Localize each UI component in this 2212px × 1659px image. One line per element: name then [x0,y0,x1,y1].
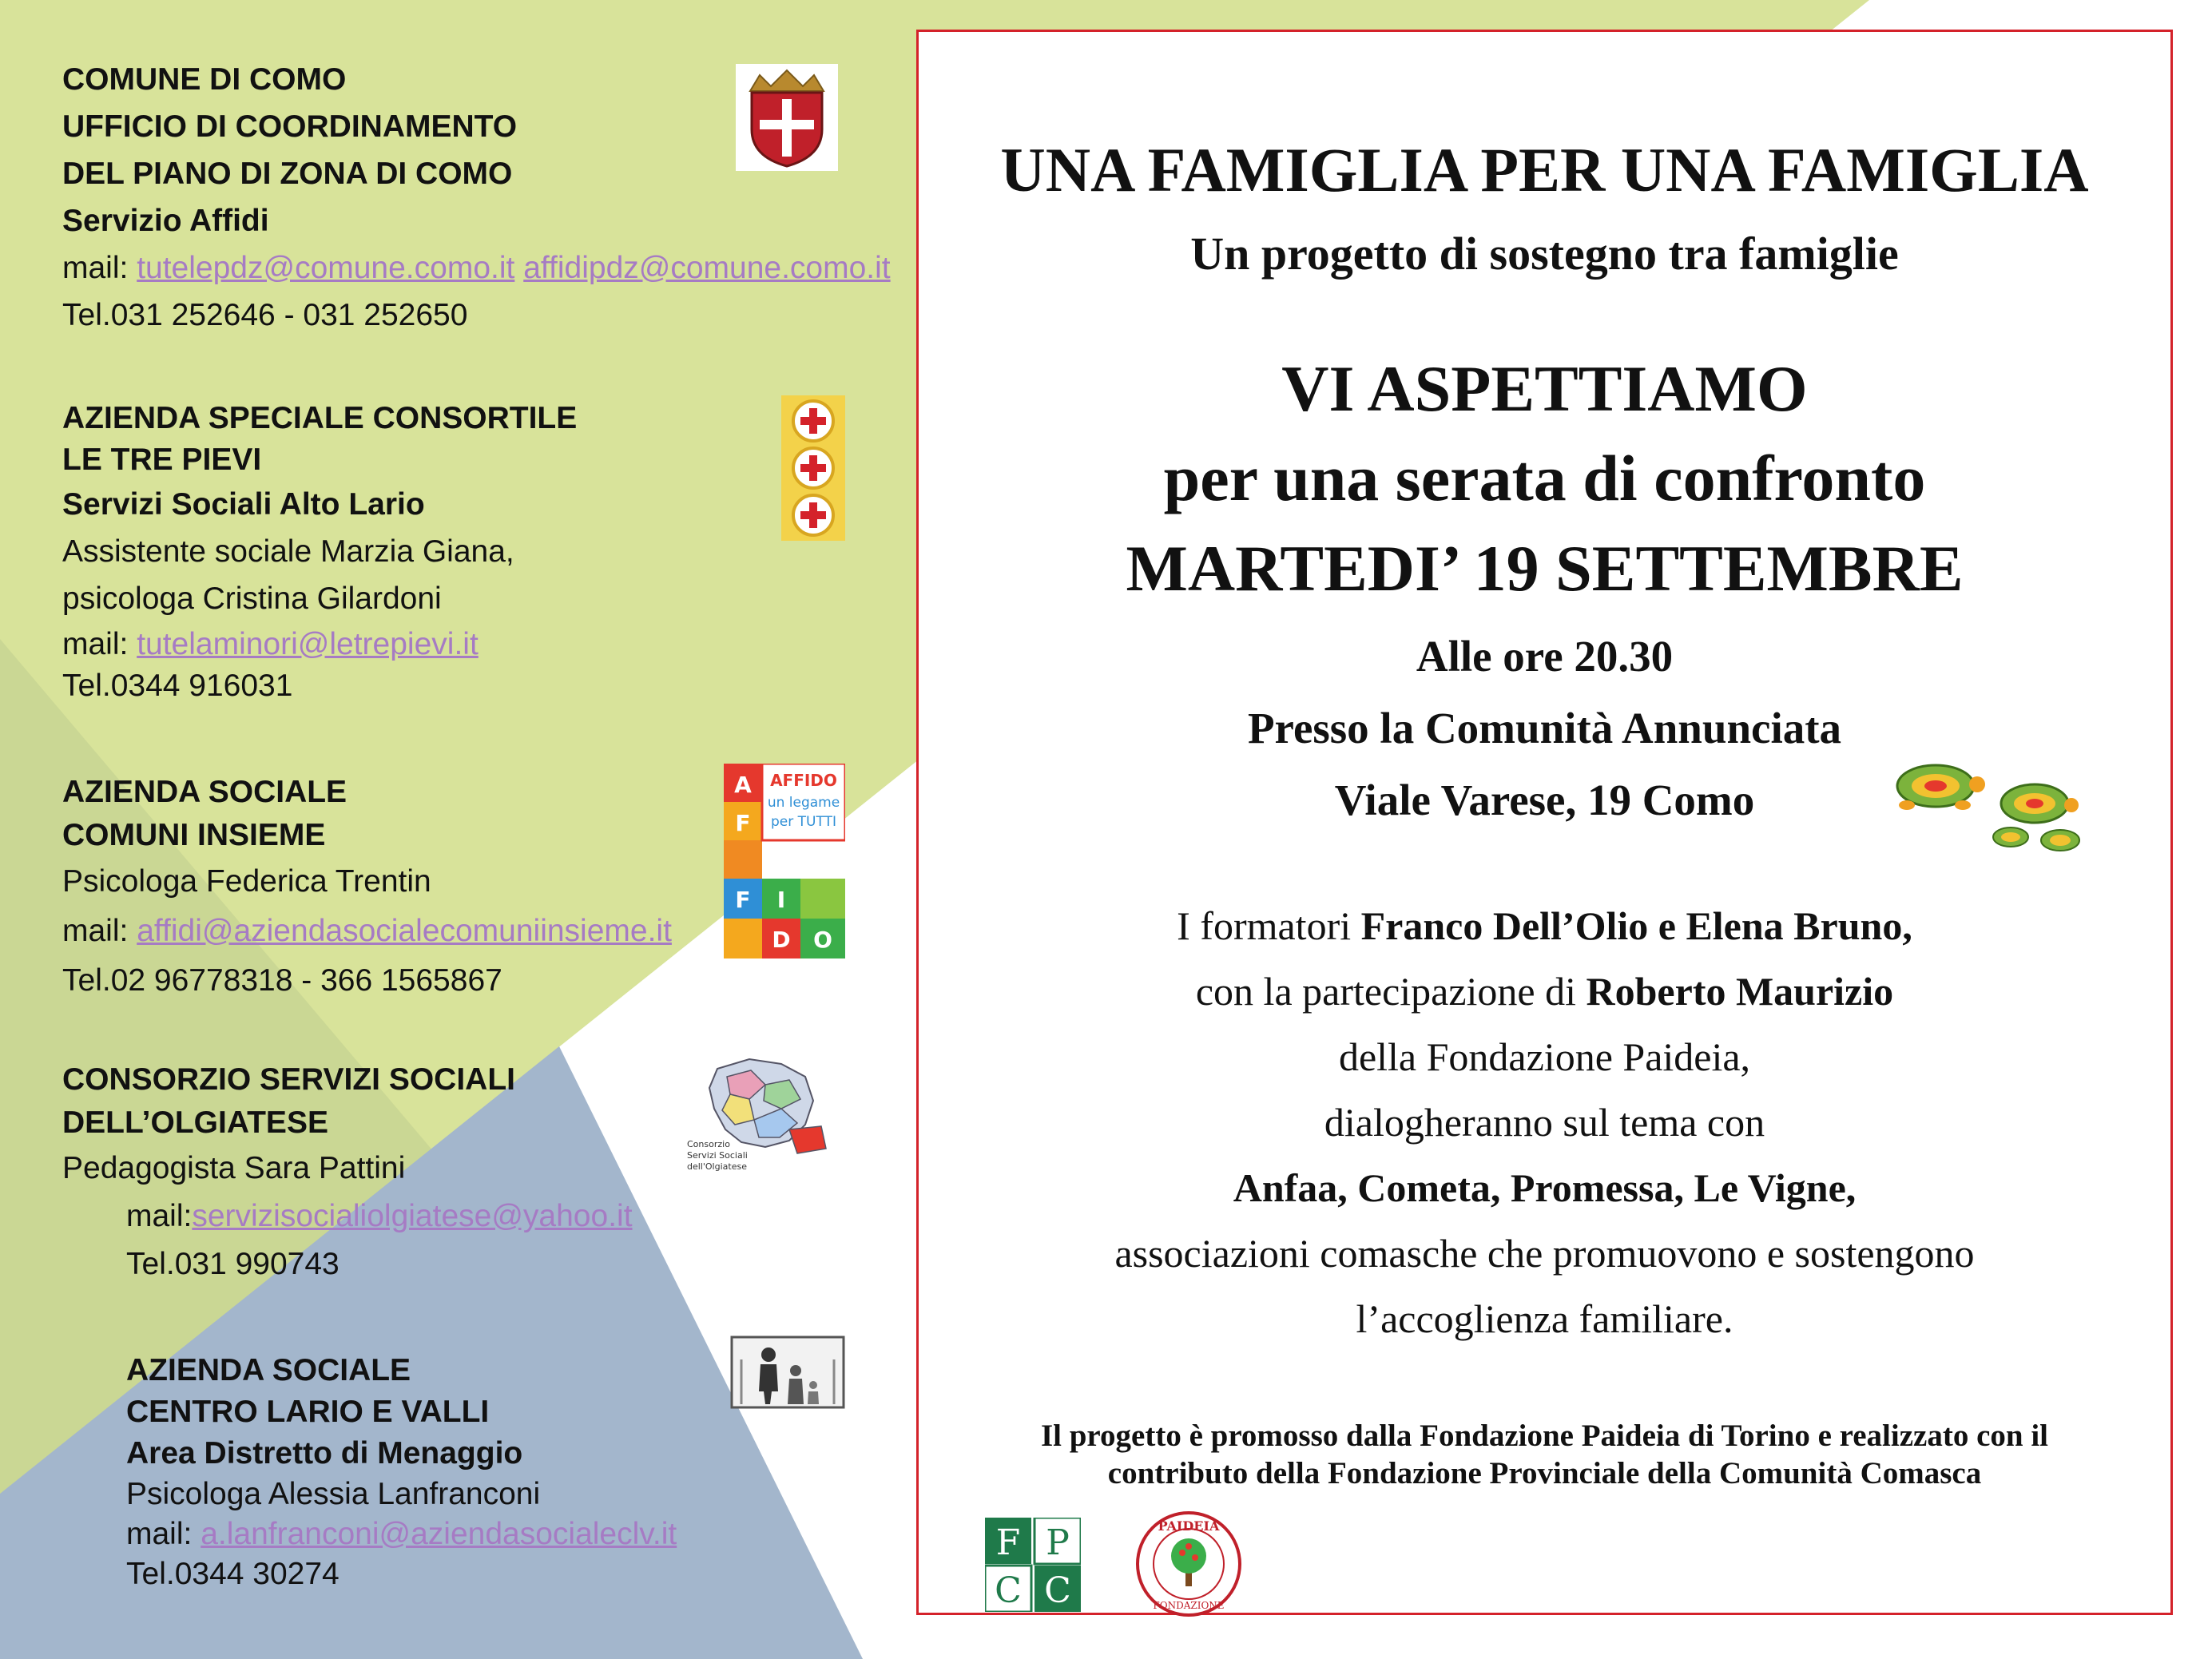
formatori-line [919,903,2170,949]
svg-text:D: D [772,927,791,953]
dialogo-line: dialogheranno sul tema con [1324,1100,1765,1145]
formatori-names: Franco Dell’Olio e Elena Bruno, [1360,903,1912,948]
event-invite-line2: per una serata di confronto [1163,442,1926,514]
svg-text:F: F [735,810,751,836]
tre-pievi-red-cross-icon [781,395,845,541]
org-comuni-insieme [62,771,672,1006]
footer-line2: contributo della Fondazione Provinciale della Comunità Comasca [1107,1456,1982,1490]
event-title: UNA FAMIGLIA PER UNA FAMIGLIA [1000,135,2089,204]
org-name-line: CENTRO LARIO E VALLI [126,1395,490,1429]
family-figures-logo-icon [730,1336,845,1409]
org-staff: Assistente sociale Marzia Giana, [62,534,514,569]
turtles-illustration-icon [1883,751,2099,863]
affido-puzzle-logo-icon [724,764,845,958]
org-name-line: DEL PIANO DI ZONA DI COMO [62,157,513,191]
event-subtitle: Un progetto di sostegno tra famiglie [1190,228,1899,280]
org-phone: Tel.02 96778318 - 366 1565867 [62,963,502,998]
event-panel [916,30,2173,1615]
org-name-line: AZIENDA SOCIALE [62,775,347,809]
svg-text:per TUTTI: per TUTTI [771,814,836,830]
paideia-fondazione-logo-icon [1133,1508,1245,1620]
svg-text:PAIDEIA: PAIDEIA [1158,1518,1220,1534]
svg-text:P: P [1046,1522,1070,1563]
mail-label: mail: [126,1199,193,1233]
org-tre-pievi [62,398,577,706]
olgiatese-map-logo-icon [685,1053,845,1181]
formatori-intro: I formatori [1177,903,1361,948]
org-name-line: COMUNI INSIEME [62,818,326,852]
email-link-tutelepdz[interactable]: tutelepdz@comune.como.it [137,251,515,285]
org-staff: Psicologa Alessia Lanfranconi [126,1477,541,1511]
mail-label: mail: [62,627,137,661]
org-staff: Pedagogista Sara Pattini [62,1151,406,1185]
svg-text:C: C [995,1570,1022,1611]
email-link-affidipdz[interactable]: affidipdz@comune.como.it [523,251,891,285]
email-link-lanfranconi[interactable]: a.lanfranconi@aziendasocialeclv.it [201,1517,677,1551]
mail-label: mail: [62,251,137,285]
svg-text:C: C [1044,1570,1071,1611]
org-name-line: COMUNE DI COMO [62,62,347,97]
org-mail-line [62,244,891,292]
associazioni-desc: associazioni comasche che promuovono e sostengono [1114,1231,1975,1276]
email-link-tutelaminori[interactable]: tutelaminori@letrepievi.it [137,627,479,661]
event-invite: VI ASPETTIAMO [1281,352,1808,425]
svg-text:Consorzio: Consorzio [687,1139,730,1149]
event-place: Presso la Comunità Annunciata [1247,704,1842,752]
svg-text:FONDAZIONE: FONDAZIONE [1153,1600,1225,1611]
org-name-line: LE TRE PIEVI [62,443,262,477]
svg-text:dell'Olgiatese: dell'Olgiatese [687,1161,747,1172]
associazioni-names: Anfaa, Cometa, Promessa, Le Vigne, [1233,1165,1857,1210]
org-phone: Tel.031 990743 [126,1247,340,1281]
email-link-olgiatese[interactable]: servizisocialiolgiatese@yahoo.it [192,1199,633,1233]
org-mail-line [62,1193,633,1240]
partecipazione-name: Roberto Maurizio [1586,969,1894,1014]
svg-text:A: A [734,772,752,798]
org-olgiatese [62,1058,633,1288]
svg-text:AFFIDO: AFFIDO [770,771,837,790]
event-time: Alle ore 20.30 [1416,632,1674,681]
org-phone: Tel.0344 916031 [62,669,293,703]
svg-text:F: F [995,1522,1021,1563]
svg-text:I: I [776,887,786,913]
event-address: Viale Varese, 19 Como [1334,776,1755,824]
org-name-line: AZIENDA SPECIALE CONSORTILE [62,401,578,435]
org-name-line: UFFICIO DI COORDINAMENTO [62,109,518,144]
fondazione-line: della Fondazione Paideia, [1338,1034,1751,1079]
org-staff: psicologa Cristina Gilardoni [62,581,442,616]
svg-text:Servizi Sociali: Servizi Sociali [687,1150,748,1161]
mail-label: mail: [126,1517,201,1551]
email-link-affidi-comuni-insieme[interactable]: affidi@aziendasocialecomuniinsieme.it [137,914,672,948]
svg-text:un legame: un legame [767,795,840,811]
partecipazione-line [919,968,2170,1014]
org-phone: Tel.0344 30274 [126,1557,340,1591]
org-staff: Psicologa Federica Trentin [62,864,431,899]
mail-label: mail: [62,914,137,948]
org-service: Servizi Sociali Alto Lario [62,487,425,522]
svg-text:F: F [735,887,751,913]
comune-como-coat-of-arms-icon [736,64,838,171]
org-name-line: AZIENDA SOCIALE [126,1353,411,1387]
org-mail-line [126,1514,677,1554]
org-lario-valli [126,1350,677,1594]
fpcc-logo-icon [985,1518,1081,1612]
accoglienza-line: l’accoglienza familiare. [1356,1296,1733,1341]
partecipazione-intro: con la partecipazione di [1195,969,1587,1014]
org-mail-line [62,622,577,666]
org-service: Servizio Affidi [62,204,269,238]
org-name-line: DELL’OLGIATESE [62,1105,328,1140]
svg-text:O: O [813,927,832,953]
org-phone: Tel.031 252646 - 031 252650 [62,298,468,332]
org-name-line: CONSORZIO SERVIZI SOCIALI [62,1062,516,1097]
footer-line1: Il progetto è promosso dalla Fondazione Paideia di Torino e realizzato con il [1040,1419,2048,1453]
event-date: MARTEDI’ 19 SETTEMBRE [1126,532,1964,605]
org-service: Area Distretto di Menaggio [126,1436,523,1470]
org-mail-line [62,907,672,956]
